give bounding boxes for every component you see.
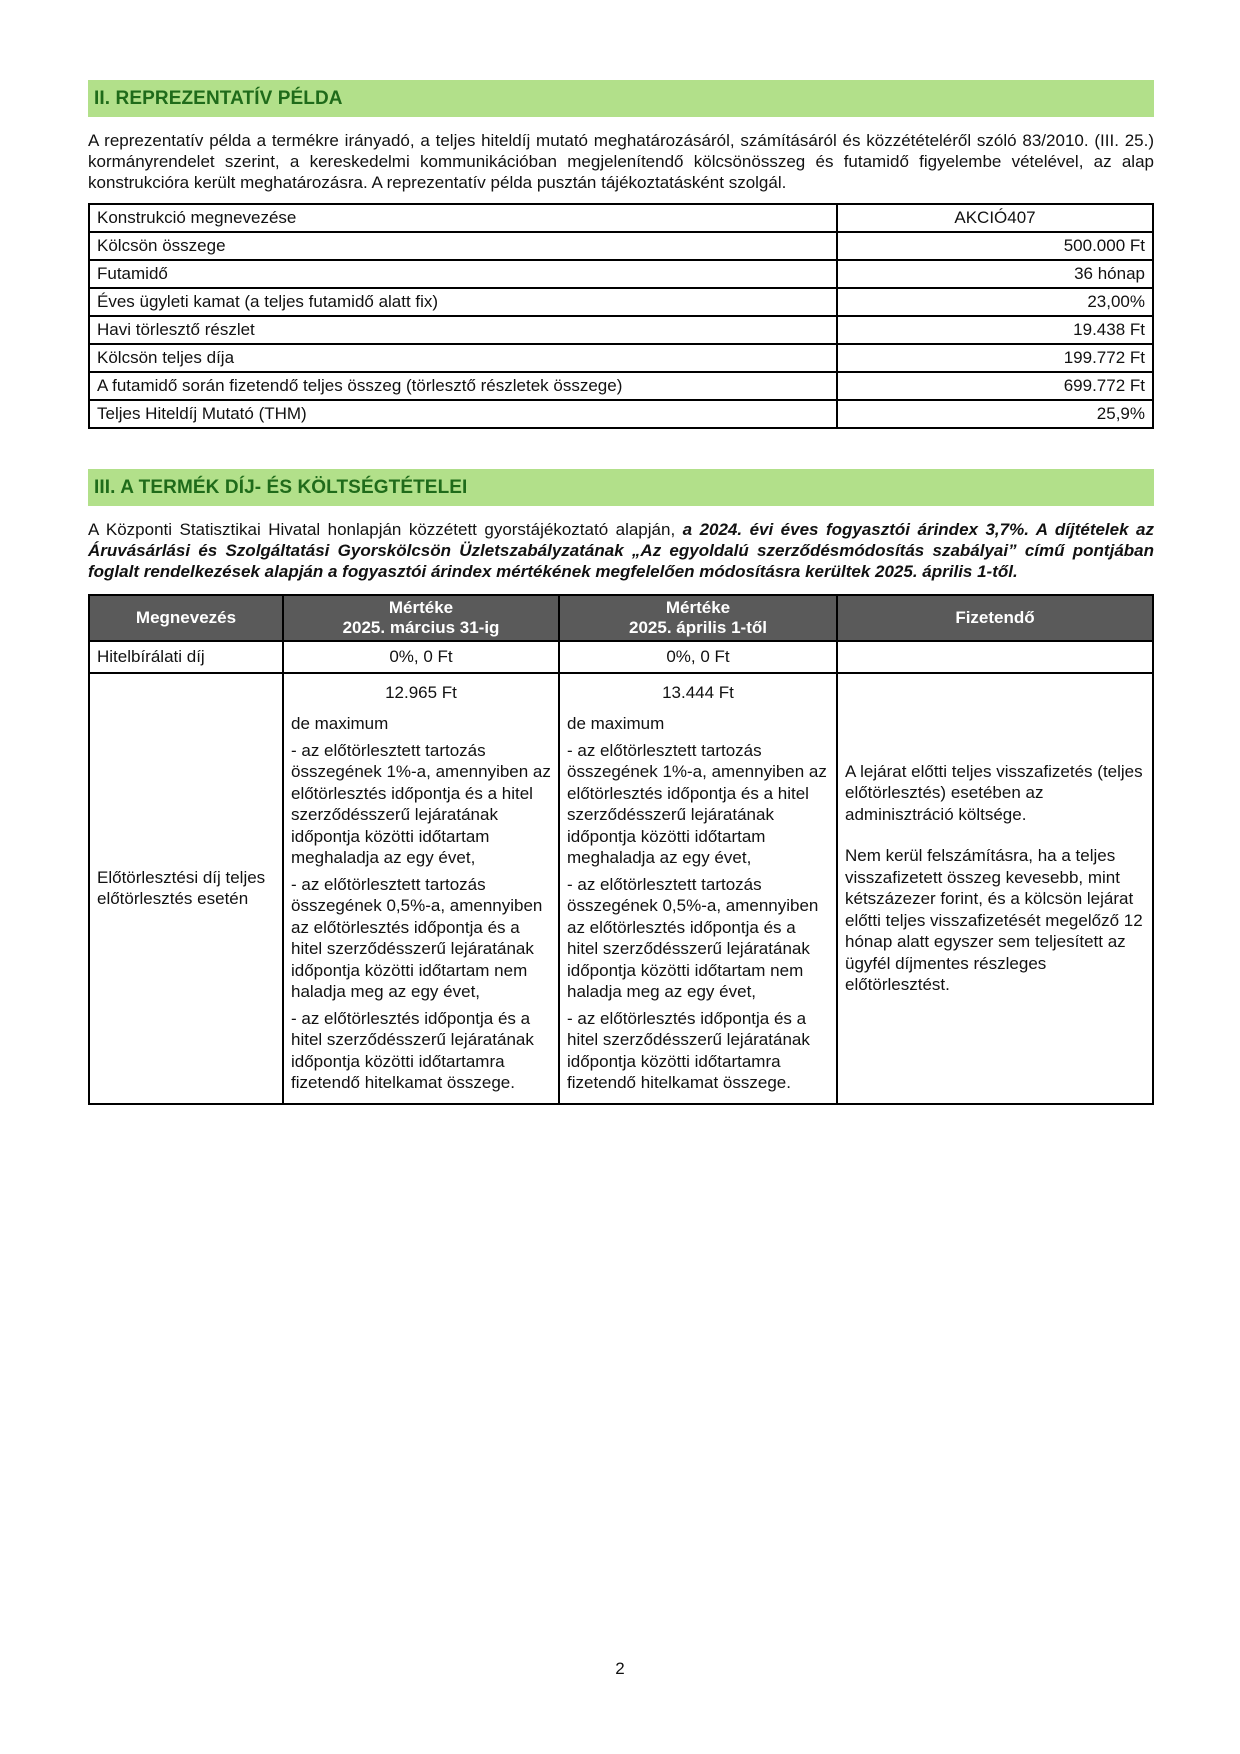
header-rate-old-line2: 2025. március 31-ig — [342, 618, 500, 637]
header-rate-new-line2: 2025. április 1-től — [629, 618, 767, 637]
row-label: Kölcsön összege — [89, 232, 837, 260]
header-payable: Fizetendő — [837, 595, 1153, 641]
row-value: AKCIÓ407 — [837, 204, 1153, 232]
fees-intro-emphasis: a 2024. évi éves fogyasztói árindex 3,7%. A díjtételek az Áruvásárlási és Szolgáltatási Gyorskölcsön Üzletszabályzatának „Az egyoldalú szerződésmódosítás szabályai” című pontjában foglalt rendelkezések alapján a fogyasztói árindex mértékének megfelelően módosításra kerültek 2025. április 1-től. — [88, 520, 1154, 581]
row-label: Havi törlesztő részlet — [89, 316, 837, 344]
row-value: 36 hónap — [837, 260, 1153, 288]
section-heading-fees: III. A TERMÉK DÍJ- ÉS KÖLTSÉGTÉTELEI — [88, 469, 1154, 506]
header-rate-new — [559, 595, 837, 641]
table-row — [89, 204, 1153, 232]
row-value: 500.000 Ft — [837, 232, 1153, 260]
row-value: 199.772 Ft — [837, 344, 1153, 372]
document-page — [88, 80, 1154, 1105]
fee-payable — [837, 641, 1153, 673]
row-label: Éves ügyleti kamat (a teljes futamidő alatt fix) — [89, 288, 837, 316]
table-row — [89, 316, 1153, 344]
payable-exemption: Nem kerül felszámításra, ha a teljes visszafizetett összeg kevesebb, mint kétszázezer forint, és a kölcsön lejárat előtti teljes visszafizetését megelőző 12 hónap alatt egyszer sem teljesített az ügyfél díjmentes részleges előtörlesztést. — [845, 846, 1143, 994]
row-label: A futamidő során fizetendő teljes összeg (törlesztő részletek összege) — [89, 372, 837, 400]
table-row — [89, 372, 1153, 400]
table-row — [89, 260, 1153, 288]
representative-example-table — [88, 203, 1154, 429]
row-value: 25,9% — [837, 400, 1153, 428]
condition-bullet: - az előtörlesztett tartozás összegének 0,5%-a, amennyiben az előtörlesztés időpontja és a hitel szerződésszerű lejáratának időpontja közötti időtartam nem haladja meg az egy évet, — [567, 874, 819, 1001]
fee-rate-new — [559, 673, 837, 1104]
payable-description: A lejárat előtti teljes visszafizetés (teljes előtörlesztés) esetében az adminisztráció költsége. — [845, 761, 1143, 824]
max-label: de maximum — [567, 714, 665, 733]
row-value: 699.772 Ft — [837, 372, 1153, 400]
fee-amount: 13.444 Ft — [662, 682, 734, 702]
fee-rate-new: 0%, 0 Ft — [559, 641, 837, 673]
fee-amount: 12.965 Ft — [385, 682, 457, 702]
condition-bullet: - az előtörlesztett tartozás összegének 1%-a, amennyiben az előtörlesztés időpontja és a hitel szerződésszerű lejáratának időpontja közötti időtartam meghaladja az egy évet, — [567, 740, 827, 867]
fees-table-header — [89, 595, 1153, 641]
header-rate-new-line1: Mértéke — [665, 598, 731, 617]
row-value: 23,00% — [837, 288, 1153, 316]
representative-example-intro: A reprezentatív példa a termékre irányadó, a teljes hiteldíj mutató meghatározásáról, számításáról és közzétételéről szóló 83/2010. (III. 25.) kormányrendelet szerint, a kereskedelmi kommunikációban megjelenítendő kölcsönösszeg és futamidő figyelembe vételével, az alap konstrukcióra került meghatározásra. A reprezentatív példa pusztán tájékoztatásként szolgál. — [88, 131, 1154, 192]
fee-rate-old: 0%, 0 Ft — [283, 641, 559, 673]
table-row — [89, 400, 1153, 428]
table-row — [89, 641, 1153, 673]
fees-intro — [88, 519, 1154, 582]
table-row — [89, 673, 1153, 1104]
condition-bullet: - az előtörlesztés időpontja és a hitel szerződésszerű lejáratának időpontja közötti időtartamra fizetendő hitelkamat összege. — [567, 1008, 810, 1092]
row-label: Kölcsön teljes díja — [89, 344, 837, 372]
header-name: Megnevezés — [89, 595, 283, 641]
row-label: Futamidő — [89, 260, 837, 288]
header-rate-old — [283, 595, 559, 641]
row-label: Konstrukció megnevezése — [89, 204, 837, 232]
fees-intro-plain: A Központi Statisztikai Hivatal honlapján közzétett gyorstájékoztató alapján, — [88, 520, 683, 539]
condition-bullet: - az előtörlesztett tartozás összegének 1%-a, amennyiben az előtörlesztés időpontja és a hitel szerződésszerű lejáratának időpontja közötti időtartam meghaladja az egy évet, — [291, 740, 551, 867]
condition-bullet: - az előtörlesztés időpontja és a hitel szerződésszerű lejáratának időpontja közötti időtartamra fizetendő hitelkamat összege. — [291, 1008, 534, 1092]
table-row — [89, 232, 1153, 260]
max-label: de maximum — [291, 714, 389, 733]
fee-name: Előtörlesztési díj teljes előtörlesztés esetén — [89, 673, 283, 1104]
fee-payable — [837, 673, 1153, 1104]
row-label: Teljes Hiteldíj Mutató (THM) — [89, 400, 837, 428]
row-value: 19.438 Ft — [837, 316, 1153, 344]
fee-rate-old — [283, 673, 559, 1104]
header-rate-old-line1: Mértéke — [388, 598, 454, 617]
page-number: 2 — [615, 1659, 625, 1678]
fee-name: Hitelbírálati díj — [89, 641, 283, 673]
table-row — [89, 344, 1153, 372]
condition-bullet: - az előtörlesztett tartozás összegének 0,5%-a, amennyiben az előtörlesztés időpontja és a hitel szerződésszerű lejáratának időpontja közötti időtartam nem haladja meg az egy évet, — [291, 874, 543, 1001]
table-row — [89, 288, 1153, 316]
fees-table — [88, 594, 1154, 1105]
section-heading-representative-example: II. REPREZENTATÍV PÉLDA — [88, 80, 1154, 117]
